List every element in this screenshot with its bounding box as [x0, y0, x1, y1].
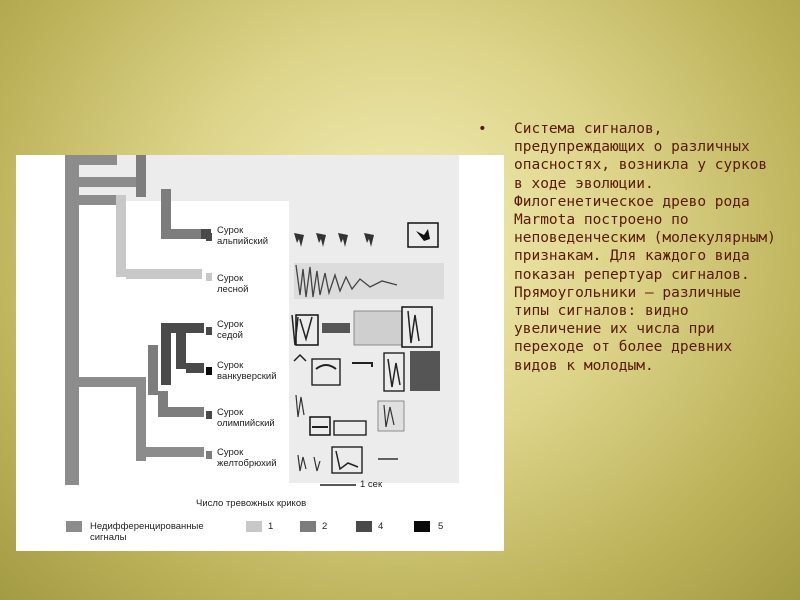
tree-branch-forest: [126, 269, 202, 279]
legend-label-4: 4: [378, 521, 384, 532]
tree-branch-yellowbelly: [146, 447, 204, 457]
tree-node-mid-stem: [148, 345, 158, 395]
tree-node-alpine-upper: [161, 189, 171, 239]
marker-yellowbelly: [206, 451, 212, 459]
tree-branch-top2: [79, 177, 139, 187]
tree-root-trunk: [65, 155, 79, 485]
species-label-alpine: Сурок альпийский: [217, 225, 269, 247]
species-label-yellowbelly: Сурок желтобрюхий: [217, 447, 277, 469]
marker-forest: [206, 273, 212, 281]
species-label-olympic: Сурок олимпийский: [217, 407, 275, 429]
scale-bar-label: 1 сек: [360, 479, 383, 490]
tree-branch-top1: [79, 155, 117, 165]
phylogeny-figure: [16, 155, 504, 551]
tree-branch-lower-root: [79, 377, 137, 387]
legend-swatch-undiff: [66, 521, 82, 532]
marker-olympic: [206, 411, 212, 419]
marker-alpine: [206, 233, 212, 241]
legend-swatch-4: [356, 521, 372, 532]
spectrogram-forest: [294, 263, 444, 299]
legend-swatch-2: [300, 521, 316, 532]
legend-label-1: 1: [268, 521, 274, 532]
tree-node-alpine-stem: [136, 155, 146, 197]
tree-branch-hoary: [186, 323, 204, 333]
tree-branch-alpine-a: [171, 229, 201, 239]
tree-node-olympic-stem: [158, 391, 168, 415]
species-label-hoary: Сурок седой: [217, 319, 244, 341]
legend-swatch-5: [414, 521, 430, 532]
tree-node-forest-stem: [116, 195, 126, 277]
phylogeny-svg: [16, 155, 504, 551]
legend-label-5: 5: [438, 521, 444, 532]
bullet-marker: •: [478, 121, 487, 137]
axis-title: Число тревожных криков: [196, 498, 307, 509]
tree-branch-vancouver: [186, 363, 204, 373]
species-label-forest: Сурок лесной: [217, 273, 249, 295]
marker-vancouver: [206, 367, 212, 375]
legend-swatch-1: [246, 521, 262, 532]
marker-hoary: [206, 327, 212, 335]
legend-label-undiff: Недифференцированные сигналы: [90, 521, 204, 543]
tree-node-lower-stem: [136, 377, 146, 461]
tree-branch-top3: [79, 195, 119, 205]
tree-node-hoary-stem: [161, 323, 171, 385]
species-label-vancouver: Сурок ванкуверский: [217, 360, 277, 382]
bullet-text: Система сигналов, предупреждающих о различных опасностях, возникла у сурков в ходе эволюции. Филогенетическое древо рода Marmota построено по неповеденческим (молекулярным) признакам. Для каждого вида показан репертуар сигналов. Прямоугольники — различные типы сигналов: видно увеличение их числа при переходе от более древних видов к молодым.: [514, 121, 776, 374]
legend-label-2: 2: [322, 521, 328, 532]
tree-node-hoary-upper: [176, 327, 186, 369]
